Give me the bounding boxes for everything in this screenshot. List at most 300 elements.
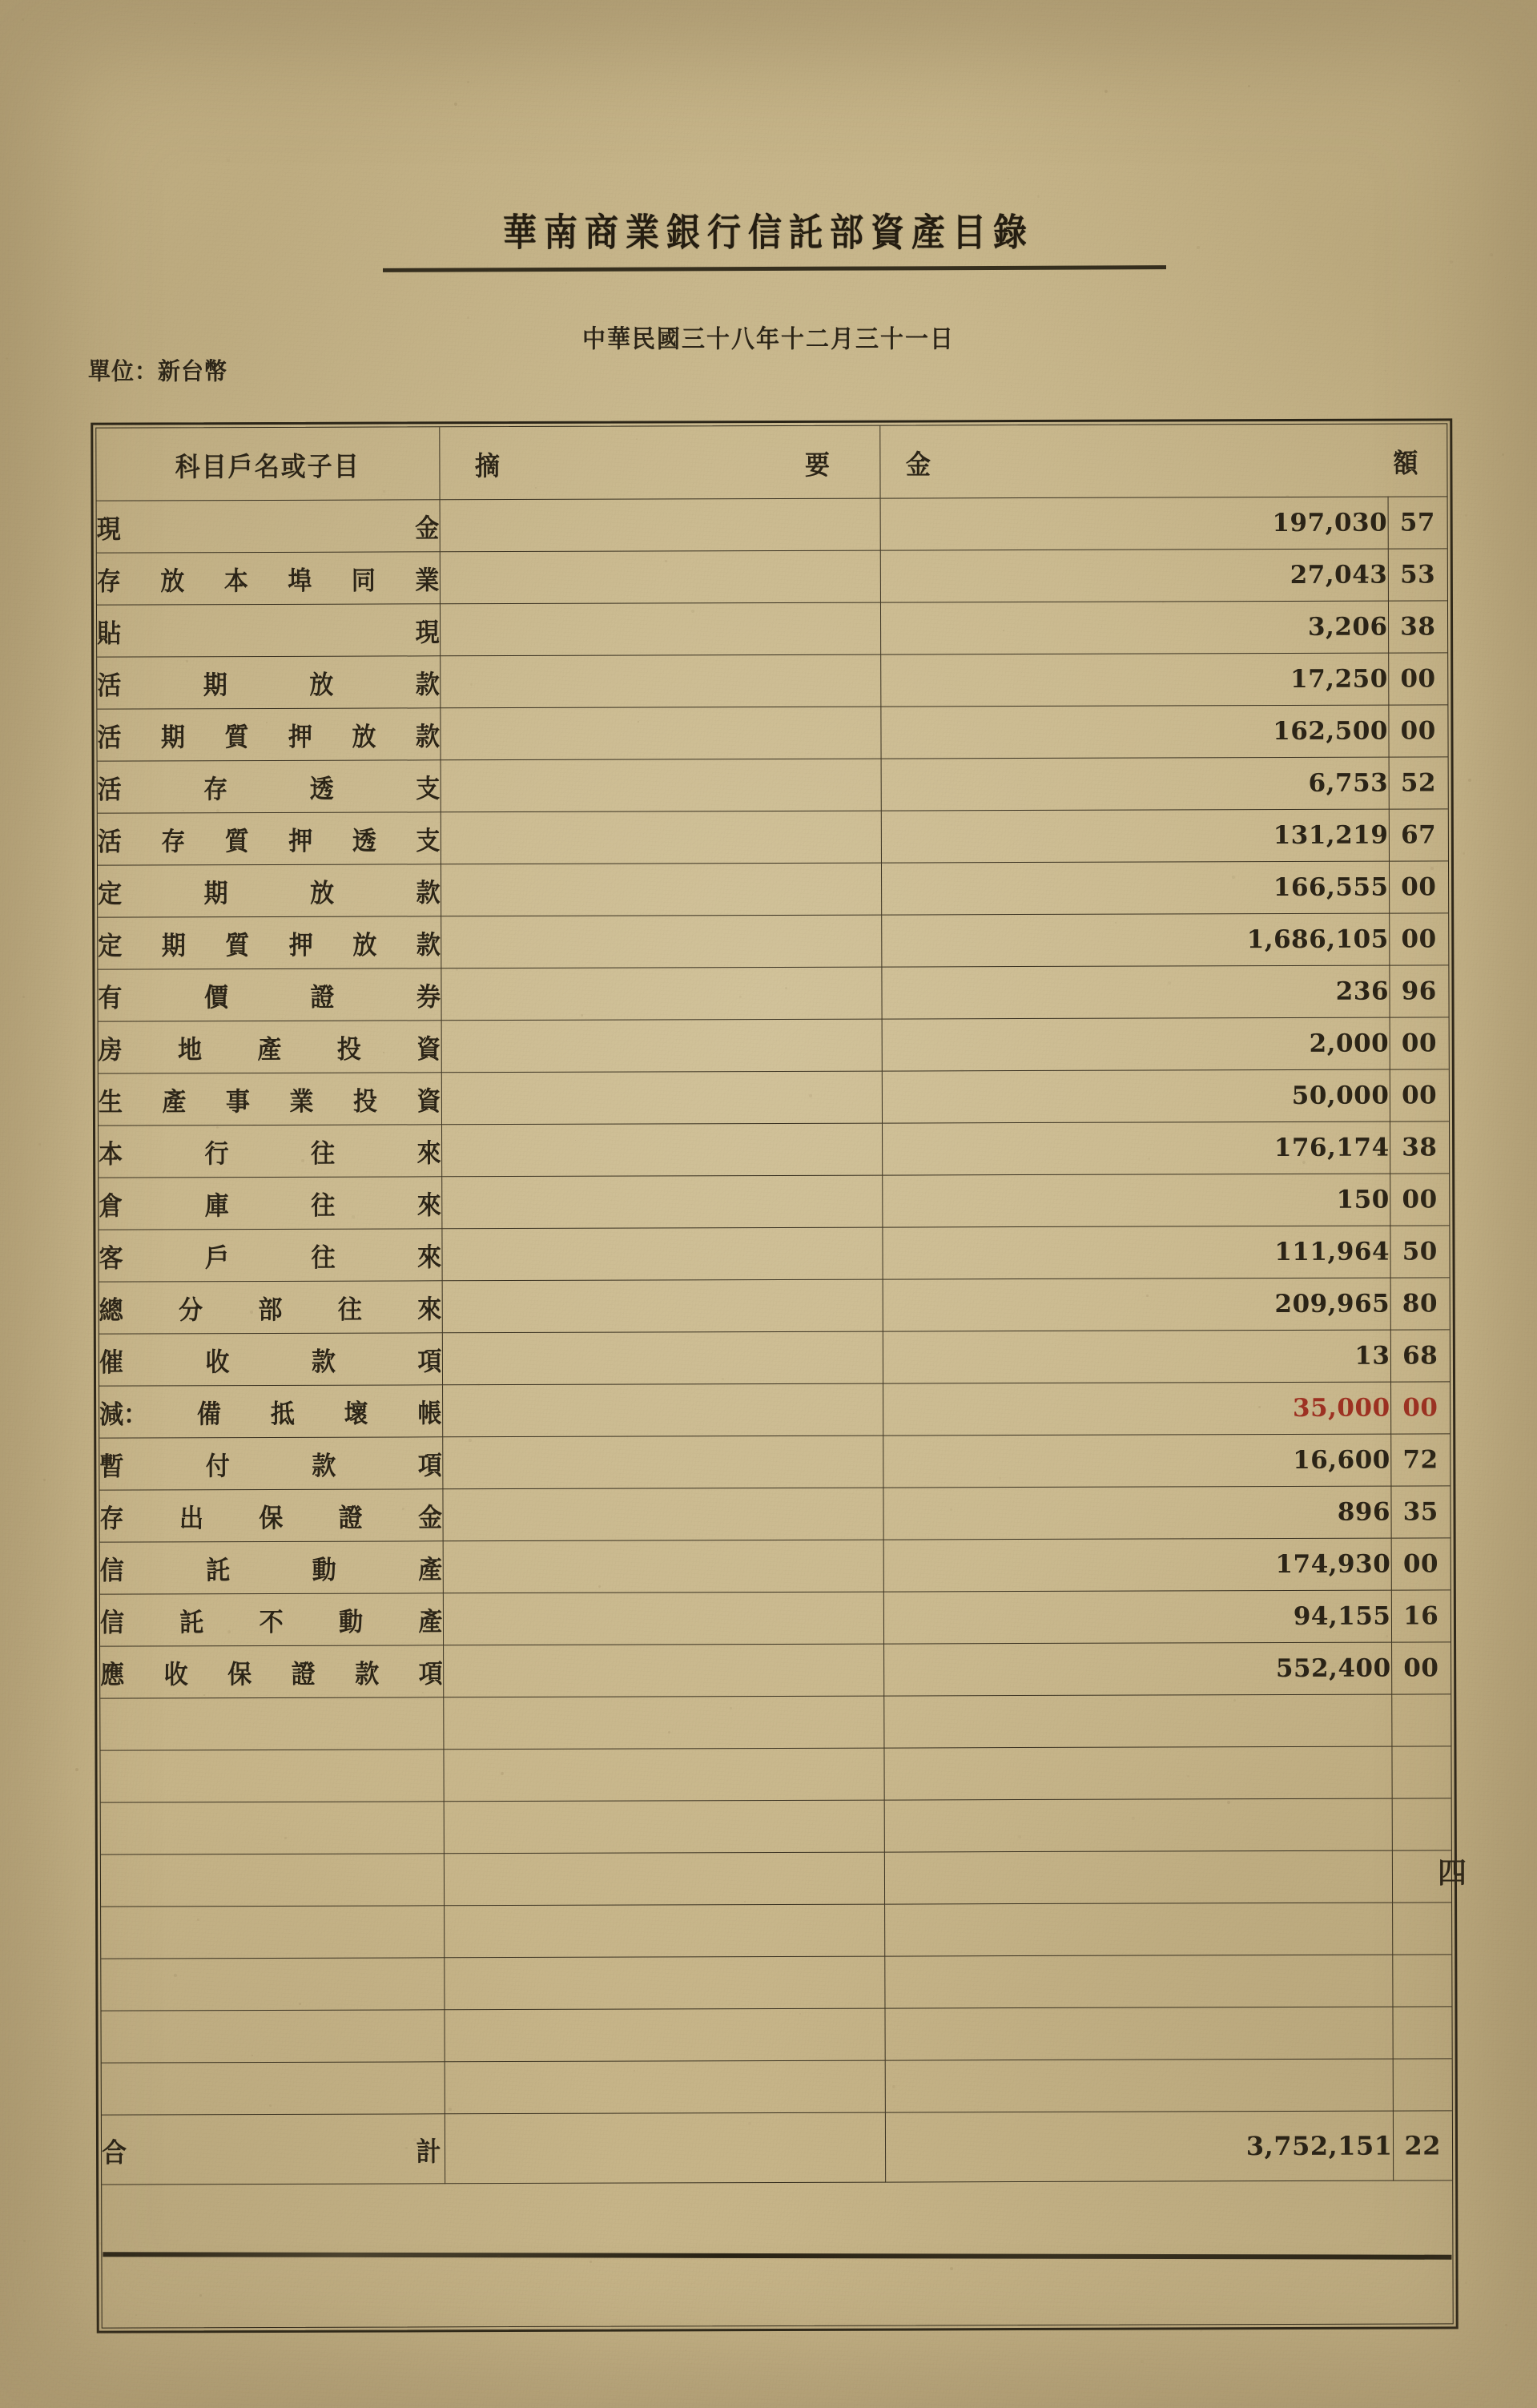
- paper-speck: [1121, 291, 1122, 292]
- row-subject-cell: [102, 2114, 445, 2185]
- blank-cell: [444, 1904, 884, 1958]
- row-cents-cell: [1390, 1121, 1449, 1174]
- total-amount-value: 3,752,151: [1245, 2130, 1393, 2162]
- row-amount-cell: [880, 549, 1388, 602]
- subject-char: 質: [224, 826, 249, 857]
- paper-speck: [454, 103, 457, 106]
- row-subject-label: [98, 976, 441, 1015]
- paper-speck: [22, 996, 25, 998]
- subject-char: 行: [204, 1139, 229, 1170]
- table-row: [99, 1330, 1450, 1386]
- document-date: 中華民國三十八年十二月三十一日: [581, 324, 955, 354]
- row-amount-cell: [881, 809, 1389, 863]
- paper-speck: [467, 81, 469, 83]
- row-subject-label: [99, 1080, 441, 1119]
- subject-char: 收: [205, 1347, 230, 1378]
- row-cents-cell: [1391, 1590, 1450, 1642]
- paper-speck: [227, 159, 230, 162]
- row-cents-cell: [1390, 1174, 1449, 1226]
- paper-speck: [1200, 2329, 1202, 2332]
- row-subject-label: [100, 1548, 443, 1588]
- blank-cell: [444, 2008, 884, 2062]
- row-amount-cell: [880, 705, 1388, 759]
- row-subject-cell: [99, 1125, 441, 1178]
- row-cents-cell: [1390, 1069, 1449, 1121]
- subject-char: 來: [417, 1295, 442, 1326]
- subject-char: 分: [179, 1295, 203, 1327]
- row-amount-value: 209,965: [1274, 1289, 1390, 1319]
- row-amount-value: 174,930: [1275, 1549, 1391, 1580]
- subject-char: 期: [203, 879, 228, 909]
- paper-speck: [565, 282, 567, 284]
- row-amount-cell: [880, 601, 1388, 654]
- paper-speck: [755, 20, 756, 21]
- row-cents-cell: [1388, 705, 1447, 757]
- row-summary-cell: [441, 967, 881, 1021]
- page-number: 四: [1438, 1857, 1467, 1890]
- subject-char: 地: [178, 1035, 203, 1066]
- table-row: [99, 1174, 1449, 1230]
- blank-cell: [1392, 1798, 1451, 1850]
- row-summary-cell: [440, 602, 880, 656]
- paper-speck: [1468, 779, 1471, 782]
- subject-char: 項: [417, 1451, 442, 1482]
- subject-char: 暫: [99, 1452, 124, 1483]
- row-subject-cell: [99, 1021, 441, 1073]
- row-subject-label: [98, 767, 441, 807]
- row-subject-cell: [99, 1281, 442, 1334]
- paper-speck: [1141, 2360, 1144, 2363]
- subject-char: 款: [416, 878, 441, 909]
- row-subject-cell: [98, 916, 441, 969]
- row-summary-cell: [441, 915, 881, 968]
- row-summary-cell: [440, 654, 880, 708]
- subject-char: 生: [98, 1087, 123, 1118]
- row-cents-value: 00: [1402, 1081, 1438, 1110]
- row-amount-value: 16,600: [1293, 1445, 1390, 1475]
- paper-speck: [1463, 852, 1465, 855]
- table-header-row: [96, 424, 1446, 501]
- row-amount-cell: [883, 1642, 1391, 1696]
- row-subject-label: [99, 1288, 442, 1327]
- row-amount-cell: [881, 861, 1389, 915]
- table-body: [97, 497, 1453, 2185]
- blank-cell: [884, 2007, 1392, 2060]
- paper-speck: [1248, 85, 1250, 87]
- subject-char: 保: [259, 1503, 284, 1534]
- subject-char: 活: [97, 775, 122, 806]
- subject-char: 資: [416, 1034, 441, 1065]
- title-block: [0, 210, 1537, 264]
- row-subject-cell: [99, 1385, 442, 1438]
- row-cents-value: 50: [1402, 1237, 1438, 1266]
- table-row-blank: [100, 1694, 1450, 1750]
- row-subject-cell: [99, 1333, 442, 1386]
- row-cents-cell: [1390, 1382, 1450, 1434]
- row-subject-label: [99, 1028, 441, 1067]
- subject-char: 透: [352, 826, 376, 857]
- subject-char: 倉: [99, 1191, 123, 1222]
- subject-char: 動: [312, 1555, 336, 1586]
- row-amount-value: 896: [1337, 1497, 1391, 1527]
- paper-speck: [1104, 90, 1108, 93]
- subject-char: 壞: [344, 1399, 368, 1430]
- row-subject-label: [97, 611, 440, 650]
- row-amount-value: 150: [1336, 1185, 1390, 1214]
- subject-char: 款: [415, 722, 441, 753]
- blank-cell: [444, 1956, 884, 2010]
- row-cents-cell: [1390, 1017, 1449, 1069]
- table-row-blank: [100, 1746, 1450, 1802]
- subject-char: 往: [337, 1295, 362, 1326]
- title-underline-rule: [383, 265, 1166, 272]
- subject-char: 總: [99, 1295, 123, 1327]
- subject-char: 計: [416, 2136, 441, 2168]
- paper-speck: [1502, 453, 1504, 456]
- amount-header-char-left: 金: [905, 449, 932, 481]
- row-cents-cell: [1389, 861, 1448, 913]
- subject-char: 抵: [270, 1399, 295, 1430]
- paper-speck: [467, 316, 469, 319]
- row-cents-value: 96: [1401, 976, 1437, 1006]
- row-subject-label: [99, 1132, 441, 1171]
- row-subject-cell: [99, 1073, 441, 1125]
- subject-char: 金: [417, 1503, 443, 1534]
- subject-char: 支: [416, 774, 441, 805]
- subject-char: 託: [206, 1556, 231, 1586]
- table-row: [98, 809, 1448, 865]
- row-amount-cell: [883, 1330, 1390, 1383]
- paper-speck: [1487, 1348, 1488, 1350]
- row-summary-cell: [442, 1383, 883, 1437]
- row-summary-cell: [442, 1331, 883, 1385]
- subject-char: 押: [288, 930, 313, 961]
- subject-char: 價: [203, 983, 229, 1013]
- row-amount-value: 552,400: [1275, 1653, 1391, 1684]
- row-cents-value: 67: [1400, 820, 1437, 850]
- column-header-subject: [96, 427, 439, 501]
- row-cents-cell: [1388, 653, 1447, 705]
- row-cents-cell: [1389, 913, 1448, 965]
- row-amount-cell: [883, 1434, 1390, 1488]
- row-cents-cell: [1388, 549, 1447, 601]
- row-amount-cell: [880, 497, 1388, 550]
- row-summary-cell: [441, 1019, 882, 1073]
- table-row: [99, 1434, 1450, 1490]
- paper-speck: [194, 22, 195, 24]
- paper-speck: [1505, 2324, 1507, 2326]
- column-header-summary: [439, 426, 879, 500]
- subject-char: 款: [355, 1659, 380, 1690]
- subject-char: 託: [179, 1608, 204, 1639]
- row-cents-value: 38: [1400, 612, 1436, 642]
- row-summary-cell: [441, 1123, 882, 1177]
- row-cents-cell: [1389, 757, 1448, 809]
- row-amount-value: 162,500: [1273, 716, 1389, 747]
- row-amount-cell: [883, 1538, 1391, 1592]
- subject-char: 庫: [204, 1191, 229, 1222]
- row-subject-cell: [98, 812, 441, 865]
- row-subject-cell: [100, 1541, 443, 1594]
- row-amount-value: 236: [1335, 976, 1390, 1006]
- row-subject-cell: [99, 1229, 441, 1282]
- subject-char: 現: [415, 618, 440, 649]
- row-subject-cell: [97, 552, 440, 605]
- ledger-table-wrapper: [91, 418, 1458, 2333]
- blank-cell: [884, 1798, 1392, 1852]
- row-subject-label: [98, 872, 441, 911]
- subject-char: 透: [309, 774, 334, 805]
- subject-char: 本: [99, 1139, 123, 1170]
- subject-char: 房: [98, 1035, 123, 1066]
- row-subject-label: [97, 663, 440, 703]
- subject-char: 活: [97, 723, 122, 754]
- column-header-subject-label: 科目戶名或子目: [175, 450, 360, 483]
- row-subject-label: [99, 1496, 442, 1536]
- row-amount-cell: [882, 1069, 1390, 1123]
- paper-speck: [473, 136, 474, 137]
- table-row-blank: [101, 1798, 1451, 1854]
- row-cents-value: 00: [1403, 1653, 1439, 1683]
- subject-char: 證: [310, 982, 335, 1013]
- row-cents-value: 00: [1402, 1393, 1438, 1423]
- subject-char: 投: [336, 1034, 361, 1065]
- column-header-summary-label: [440, 442, 879, 482]
- blank-cell: [443, 1696, 883, 1750]
- blank-cell: [100, 1750, 443, 1802]
- blank-cell: [101, 1958, 444, 2011]
- paper-speck: [22, 18, 24, 21]
- subject-char: 放: [352, 722, 376, 753]
- row-amount-value: 1,686,105: [1246, 924, 1389, 955]
- subject-char: 款: [312, 1451, 336, 1482]
- blank-cell: [445, 2060, 885, 2114]
- row-cents-value: 00: [1400, 664, 1436, 694]
- blank-cell: [883, 1746, 1391, 1800]
- subject-char: 信: [99, 1556, 124, 1587]
- row-cents-value: 68: [1402, 1341, 1438, 1371]
- row-summary-cell: [442, 1436, 883, 1489]
- subject-char: 往: [311, 1242, 336, 1274]
- subject-char: 來: [416, 1190, 441, 1222]
- subject-char: 減：: [99, 1399, 148, 1431]
- subject-char: 金: [415, 513, 440, 545]
- row-subject-cell: [100, 1645, 443, 1698]
- row-amount-value: 3,206: [1307, 612, 1388, 642]
- row-amount-value: 27,043: [1290, 560, 1388, 590]
- subject-char: 存: [99, 1504, 124, 1535]
- table-row: [99, 1382, 1450, 1438]
- subject-char: 押: [288, 826, 313, 857]
- row-summary-cell: [441, 1227, 882, 1281]
- paper-speck: [1476, 1403, 1478, 1405]
- row-cents-cell: [1390, 1330, 1450, 1382]
- summary-header-char-left: 摘: [474, 450, 501, 482]
- subject-char: 業: [415, 566, 440, 597]
- table-row: [100, 1642, 1450, 1698]
- subject-char: 客: [99, 1243, 123, 1274]
- row-summary-cell: [440, 498, 880, 552]
- row-cents-cell: [1391, 1538, 1450, 1590]
- table-row: [98, 913, 1448, 969]
- table-row: [97, 601, 1447, 657]
- row-amount-cell: [882, 1226, 1390, 1279]
- table-row: [99, 1226, 1449, 1282]
- page-title: 華南商業銀行信託部資產目錄: [502, 210, 1034, 255]
- subject-char: 動: [339, 1607, 364, 1638]
- subject-char: 產: [162, 1087, 187, 1118]
- paper-speck: [1011, 385, 1012, 386]
- row-cents-cell: [1390, 1226, 1449, 1278]
- subject-char: 期: [161, 931, 186, 962]
- paper-speck: [6, 357, 8, 360]
- blank-cell: [1393, 2059, 1452, 2111]
- subject-char: 定: [98, 931, 123, 962]
- paper-speck: [38, 1143, 41, 1146]
- blank-cell: [1392, 2007, 1451, 2059]
- row-cents-cell: [1389, 809, 1448, 861]
- row-summary-cell: [441, 863, 881, 916]
- row-subject-cell: [97, 656, 440, 709]
- table-row: [99, 1121, 1449, 1178]
- paper-speck: [43, 1479, 46, 1481]
- subject-char: 款: [415, 670, 440, 701]
- currency-unit-label: 單位：新台幣: [88, 357, 228, 386]
- blank-cell: [885, 2059, 1393, 2112]
- row-cents-value: 57: [1399, 508, 1436, 538]
- paper-speck: [1385, 370, 1386, 372]
- row-subject-cell: [98, 968, 441, 1021]
- row-subject-label: [100, 1601, 443, 1640]
- row-subject-cell: [99, 1177, 441, 1230]
- paper-speck: [23, 2240, 26, 2242]
- row-summary-cell: [443, 1644, 883, 1697]
- table-row: [98, 965, 1448, 1021]
- blank-cell: [101, 1802, 444, 1854]
- subject-char: 付: [205, 1452, 230, 1482]
- subject-char: 有: [98, 983, 123, 1014]
- row-subject-label: [99, 1184, 441, 1223]
- subject-char: 業: [289, 1086, 314, 1117]
- subject-char: 收: [163, 1660, 188, 1691]
- row-amount-value: 131,219: [1273, 820, 1389, 851]
- subject-char: 活: [97, 670, 122, 702]
- row-cents-value: 16: [1403, 1601, 1439, 1631]
- summary-header-char-right: 要: [804, 449, 831, 481]
- blank-cell: [444, 1800, 884, 1854]
- total-cents-cell: [1393, 2111, 1452, 2180]
- row-amount-value: 17,250: [1290, 664, 1388, 694]
- row-amount-cell: [883, 1590, 1391, 1644]
- table-row: [97, 549, 1447, 605]
- row-amount-cell: [881, 965, 1389, 1019]
- subject-char: 活: [97, 827, 122, 858]
- row-subject-label: [99, 1236, 441, 1275]
- table-row-blank: [101, 1850, 1451, 1907]
- paper-speck: [75, 1768, 78, 1771]
- subject-char: 事: [225, 1086, 250, 1117]
- asset-ledger-table: [96, 424, 1452, 2185]
- subject-char: 證: [338, 1503, 363, 1534]
- paper-speck: [814, 54, 815, 55]
- table-row: [99, 1017, 1449, 1073]
- row-amount-cell: [880, 653, 1388, 707]
- row-cents-value: 38: [1402, 1133, 1438, 1162]
- row-subject-cell: [99, 1489, 442, 1542]
- row-cents-value: 52: [1400, 768, 1437, 798]
- blank-cell: [884, 1955, 1392, 2008]
- row-amount-value: 166,555: [1273, 872, 1389, 903]
- paper-speck: [34, 1400, 36, 1402]
- row-amount-cell: [883, 1382, 1390, 1436]
- subject-char: 戶: [204, 1243, 230, 1274]
- blank-cell: [443, 1748, 883, 1802]
- blank-cell: [1392, 1903, 1451, 1955]
- row-summary-cell: [441, 759, 881, 812]
- subject-char: 放: [310, 878, 335, 909]
- blank-cell: [102, 2062, 445, 2115]
- subject-char: 款: [416, 930, 441, 961]
- paper-speck: [1465, 2281, 1467, 2284]
- row-subject-label: [99, 1392, 442, 1432]
- row-amount-value: 197,030: [1272, 508, 1388, 538]
- table-row-blank: [102, 2059, 1452, 2115]
- total-amount-cell: [885, 2111, 1393, 2182]
- row-cents-value: 00: [1402, 1549, 1439, 1579]
- row-cents-cell: [1390, 1278, 1450, 1330]
- subject-char: 款: [311, 1347, 336, 1378]
- subject-char: 質: [224, 722, 249, 753]
- table-row: [100, 1538, 1450, 1594]
- row-subject-label: [99, 1444, 442, 1484]
- row-cents-cell: [1389, 965, 1448, 1017]
- row-summary-cell: [440, 550, 880, 604]
- subject-char: 同: [351, 566, 376, 597]
- row-amount-cell: [881, 913, 1389, 967]
- row-cents-value: 00: [1400, 716, 1436, 746]
- row-summary-cell: [441, 811, 881, 864]
- subject-char: 支: [416, 826, 441, 857]
- table-row: [97, 497, 1447, 553]
- subject-char: 出: [179, 1504, 203, 1535]
- row-cents-cell: [1388, 601, 1447, 653]
- row-subject-cell: [97, 604, 440, 657]
- row-subject-label: [98, 819, 441, 859]
- table-row: [99, 1486, 1450, 1542]
- subject-char: 貼: [97, 618, 122, 650]
- paper-speck: [1459, 80, 1460, 82]
- row-amount-cell: [883, 1278, 1390, 1331]
- row-subject-label: [98, 924, 441, 963]
- subject-char: 放: [309, 670, 334, 701]
- total-cents-value: 22: [1404, 2130, 1442, 2161]
- subject-char: 催: [99, 1347, 124, 1379]
- row-subject-cell: [98, 760, 441, 813]
- blank-cell: [1392, 1850, 1451, 1903]
- row-cents-cell: [1390, 1434, 1450, 1486]
- paper-speck: [1505, 277, 1506, 278]
- subject-char: 產: [418, 1607, 443, 1638]
- total-summary-cell: [445, 2112, 885, 2184]
- column-header-amount-label: [880, 441, 1447, 481]
- subject-char: 投: [352, 1086, 377, 1117]
- row-amount-cell: [882, 1121, 1390, 1175]
- row-summary-cell: [443, 1540, 883, 1593]
- blank-cell: [100, 1697, 443, 1750]
- row-cents-value: 00: [1401, 924, 1437, 954]
- row-amount-value: 50,000: [1291, 1081, 1390, 1110]
- blank-cell: [1391, 1746, 1450, 1798]
